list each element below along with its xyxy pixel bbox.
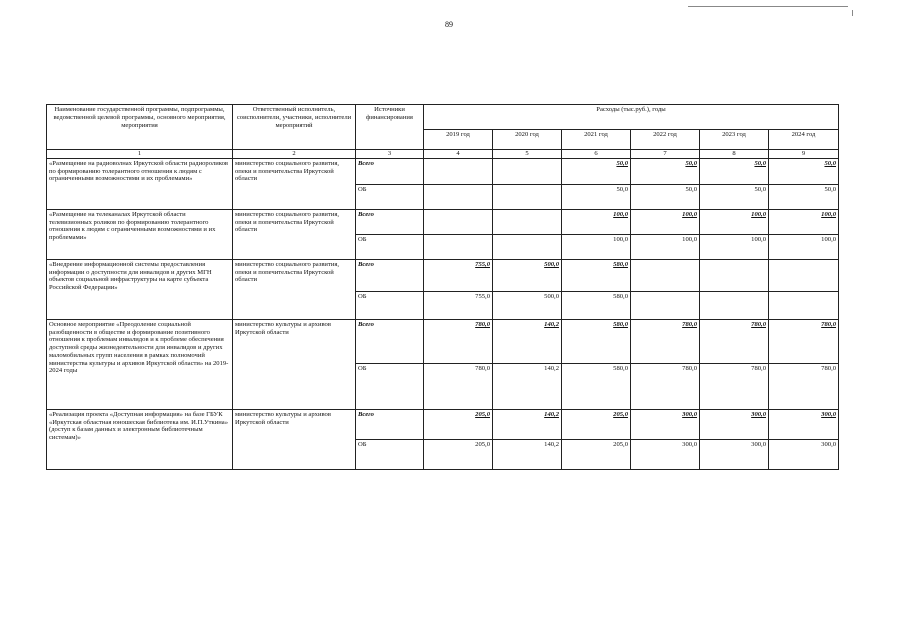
column-number: 1 [47, 150, 233, 159]
amount-cell: 780,0 [700, 363, 769, 409]
amount-cell: 100,0 [631, 209, 700, 234]
source-total-label: Всего [356, 209, 424, 234]
responsible-executor: министерство социального развития, опеки и попечительства Иркутской области [233, 259, 356, 319]
source-ob-label: ОБ [356, 291, 424, 319]
amount-cell: 300,0 [631, 409, 700, 439]
amount-cell [700, 259, 769, 291]
amount-cell: 205,0 [424, 409, 493, 439]
amount-cell: 755,0 [424, 259, 493, 291]
header-year: 2021 год [562, 130, 631, 150]
measure-name: «Размещение на телеканалах Иркутской области телевизионных роликов по формированию толерантного отношения к людям с ограниченными возможностями и их проблемами» [47, 209, 233, 259]
amount-cell [631, 291, 700, 319]
amount-cell: 780,0 [424, 319, 493, 363]
amount-cell: 780,0 [631, 363, 700, 409]
table-row [47, 259, 839, 291]
amount-cell: 580,0 [562, 319, 631, 363]
amount-cell: 580,0 [562, 363, 631, 409]
header-name: Наименование государственной программы, подпрограммы, ведомственной целевой программы, основного мероприятия, мероприятия [47, 105, 233, 150]
header-year: 2024 год [769, 130, 839, 150]
amount-cell: 140,2 [493, 439, 562, 469]
amount-cell: 500,0 [493, 291, 562, 319]
budget-table [46, 104, 839, 470]
responsible-executor: министерство культуры и архивов Иркутской области [233, 319, 356, 409]
table-row [47, 209, 839, 234]
source-ob-label: ОБ [356, 363, 424, 409]
amount-cell: 300,0 [769, 409, 839, 439]
amount-cell: 50,0 [769, 158, 839, 184]
responsible-executor: министерство социального развития, опеки и попечительства Иркутской области [233, 209, 356, 259]
amount-cell [493, 158, 562, 184]
amount-cell: 50,0 [562, 184, 631, 209]
table-row [47, 319, 839, 363]
amount-cell [631, 259, 700, 291]
column-numbers-row [47, 150, 839, 159]
amount-cell: 300,0 [700, 409, 769, 439]
column-number: 6 [562, 150, 631, 159]
scan-mark [852, 10, 853, 16]
amount-cell: 140,2 [493, 409, 562, 439]
amount-cell [493, 209, 562, 234]
amount-cell [424, 234, 493, 259]
amount-cell [493, 234, 562, 259]
source-total-label: Всего [356, 259, 424, 291]
header-responsible: Ответственный исполнитель, соисполнители, участники, исполнители мероприятий [233, 105, 356, 150]
measure-name: «Внедрение информационной системы предоставления информации о доступности для инвалидов и других МГН объектов социальной инфраструктуры на карте субъекта Российской Федерации» [47, 259, 233, 319]
scan-mark [688, 6, 848, 7]
column-number: 3 [356, 150, 424, 159]
column-number: 8 [700, 150, 769, 159]
source-total-label: Всего [356, 158, 424, 184]
amount-cell: 50,0 [631, 158, 700, 184]
amount-cell: 780,0 [769, 319, 839, 363]
amount-cell [424, 209, 493, 234]
responsible-executor: министерство культуры и архивов Иркутской области [233, 409, 356, 469]
page-number: 89 [445, 20, 453, 29]
amount-cell [700, 291, 769, 319]
amount-cell: 50,0 [700, 158, 769, 184]
amount-cell [424, 158, 493, 184]
measure-name: Основное мероприятие «Преодоление социальной разобщенности в обществе и формирование позитивного отношения к проблемам инвалидов и к проблеме обеспечения доступной среды жизнедеятельности для инвалидов и других маломобильных групп населения в рамках полномочий министерства культуры и архивов Иркутской области» на 2019-2024 годы [47, 319, 233, 409]
header-year: 2020 год [493, 130, 562, 150]
amount-cell: 780,0 [631, 319, 700, 363]
amount-cell: 780,0 [700, 319, 769, 363]
source-total-label: Всего [356, 319, 424, 363]
table-row [47, 158, 839, 184]
amount-cell: 300,0 [631, 439, 700, 469]
amount-cell: 205,0 [424, 439, 493, 469]
source-ob-label: ОБ [356, 439, 424, 469]
responsible-executor: министерство социального развития, опеки и попечительства Иркутской области [233, 158, 356, 209]
column-number: 4 [424, 150, 493, 159]
amount-cell: 780,0 [424, 363, 493, 409]
amount-cell: 100,0 [562, 234, 631, 259]
amount-cell: 580,0 [562, 291, 631, 319]
column-number: 5 [493, 150, 562, 159]
column-number: 2 [233, 150, 356, 159]
amount-cell: 100,0 [769, 209, 839, 234]
amount-cell: 50,0 [631, 184, 700, 209]
source-total-label: Всего [356, 409, 424, 439]
source-ob-label: ОБ [356, 234, 424, 259]
amount-cell [769, 291, 839, 319]
measure-name: «Размещение на радиоволнах Иркутской области радиороликов по формированию толерантного отношения к людям с ограниченными возможностями и их проблемами» [47, 158, 233, 209]
header-year: 2019 год [424, 130, 493, 150]
amount-cell: 300,0 [769, 439, 839, 469]
amount-cell: 755,0 [424, 291, 493, 319]
table-row [47, 409, 839, 439]
amount-cell: 500,0 [493, 259, 562, 291]
amount-cell: 50,0 [700, 184, 769, 209]
amount-cell: 205,0 [562, 439, 631, 469]
column-number: 7 [631, 150, 700, 159]
amount-cell [769, 259, 839, 291]
amount-cell: 780,0 [769, 363, 839, 409]
header-expenses: Расходы (тыс.руб.), годы [424, 105, 839, 130]
header-sources: Источники финансирования [356, 105, 424, 150]
amount-cell: 100,0 [631, 234, 700, 259]
amount-cell: 140,2 [493, 363, 562, 409]
amount-cell: 140,2 [493, 319, 562, 363]
amount-cell: 205,0 [562, 409, 631, 439]
amount-cell: 100,0 [700, 209, 769, 234]
amount-cell: 100,0 [562, 209, 631, 234]
column-number: 9 [769, 150, 839, 159]
amount-cell: 100,0 [769, 234, 839, 259]
amount-cell: 50,0 [769, 184, 839, 209]
amount-cell: 580,0 [562, 259, 631, 291]
amount-cell [493, 184, 562, 209]
amount-cell: 100,0 [700, 234, 769, 259]
source-ob-label: ОБ [356, 184, 424, 209]
measure-name: «Реализация проекта «Доступная информация» на базе ГБУК «Иркутская областная юношеская библиотека им. И.П.Уткина» (доступ к базам данных и электронным библиотечным системам)» [47, 409, 233, 469]
amount-cell: 300,0 [700, 439, 769, 469]
header-year: 2022 год [631, 130, 700, 150]
amount-cell [424, 184, 493, 209]
header-year: 2023 год [700, 130, 769, 150]
amount-cell: 50,0 [562, 158, 631, 184]
